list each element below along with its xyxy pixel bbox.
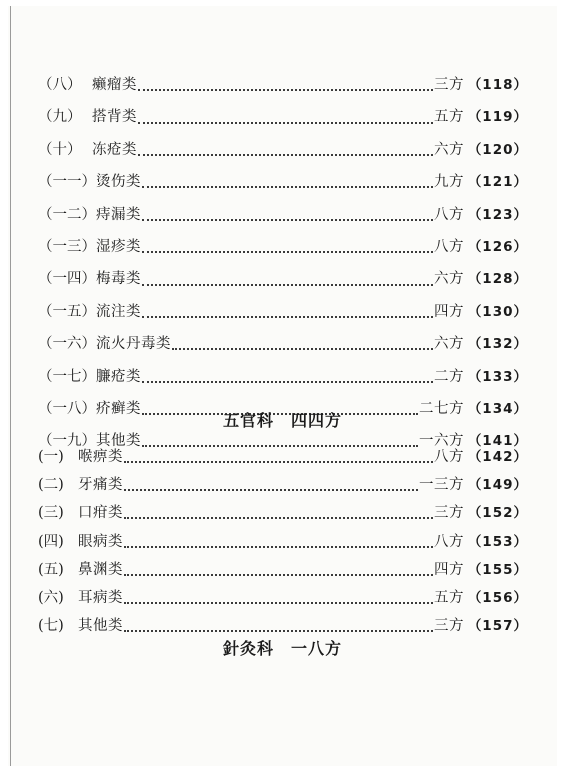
section-heading-wuguanke: 五官科 四四方 [222,411,342,430]
toc-entry-title: 梅毒类 [96,271,141,288]
toc-entry-title: 癞瘤类 [92,77,137,93]
toc-entry [38,166,528,198]
toc-entry-number: （一八） [38,400,96,417]
toc-list-part1 [38,69,528,458]
dot-leader [138,75,433,91]
toc-entry-page: （119） [467,109,528,126]
toc-entry-number: （一二） [38,206,96,223]
toc-entry-count: 一三方 [419,477,464,494]
toc-entry-number: (六) [38,589,64,606]
toc-entry-title: 流注类 [96,303,141,320]
toc-entry-number: （一九） [38,433,96,450]
toc-entry-count: 一六方 [419,433,464,450]
toc-entry-page: （156） [467,589,528,606]
dot-leader [142,367,433,383]
toc-entry [38,471,528,499]
toc-entry-count: 六方 [434,271,464,288]
dot-leader [142,172,433,188]
toc-entry-count: 三方 [434,505,464,522]
toc-entry-count: 二方 [434,368,464,385]
toc-entry-title: 冻疮类 [92,141,137,158]
toc-entry-number: （八） [38,77,82,93]
toc-entry-page: （149） [467,477,528,494]
toc-entry-count: 八方 [434,206,464,223]
toc-entry-count: 九方 [434,174,464,191]
toc-entry [38,328,528,360]
toc-entry [38,134,528,166]
toc-list-part2 [38,443,528,640]
toc-entry-number: （九） [38,109,82,126]
toc-entry-number: （一一） [38,174,96,191]
dot-leader [138,140,433,156]
toc-entry [38,584,528,612]
dot-leader [124,475,418,491]
toc-entry-number: （一五） [38,303,96,320]
toc-entry-page: （118） [467,77,528,93]
toc-entry-number: (三) [38,505,64,522]
toc-entry-page: （130） [467,303,528,320]
toc-entry-number: (七) [38,618,64,635]
toc-entry-title: 眼病类 [78,533,123,550]
toc-entry-number: (四) [38,533,64,550]
toc-entry [38,443,528,471]
toc-entry-number: (二) [38,477,64,494]
toc-entry-title: 喉痹类 [78,449,123,465]
toc-entry [38,528,528,556]
toc-entry [38,296,528,328]
toc-entry-page: （134） [467,400,528,417]
toc-entry-page: （133） [467,368,528,385]
section-heading-zhenjiuke: 針灸科 一八方 [222,639,342,658]
toc-entry-title: 臁疮类 [96,368,141,385]
toc-entry-title: 耳病类 [78,589,123,606]
toc-entry-count: 三方 [434,77,464,93]
dot-leader [142,302,433,318]
toc-entry-title: 搭背类 [92,109,137,126]
toc-entry [38,231,528,263]
toc-entry-number: （一四） [38,271,96,288]
toc-entry-number: （一七） [38,368,96,385]
toc-entry [38,361,528,393]
toc-entry [38,69,528,101]
toc-entry-title: 烫伤类 [96,174,141,191]
toc-entry-title: 其他类 [78,618,123,635]
toc-entry-title: 疥癣类 [96,400,141,417]
toc-entry-title: 其他类 [96,433,141,450]
dot-leader [172,334,433,350]
toc-entry-title: 流火丹毒类 [96,336,171,353]
toc-entry-number: （一三） [38,238,96,255]
toc-entry-count: 八方 [434,238,464,255]
toc-entry-count: 五方 [434,109,464,126]
toc-entry [38,263,528,295]
toc-entry-count: 六方 [434,336,464,353]
dot-leader [142,270,433,286]
dot-leader [124,503,433,519]
dot-leader [142,205,433,221]
toc-entry-page: （141） [467,433,528,450]
toc-entry-title: 牙痛类 [78,477,123,494]
toc-entry-count: 五方 [434,589,464,606]
toc-entry-title: 鼻渊类 [78,561,123,578]
toc-entry-count: 四方 [434,303,464,320]
toc-entry-page: （132） [467,336,528,353]
toc-entry-page: （120） [467,141,528,158]
toc-entry-title: 痔漏类 [96,206,141,223]
dot-leader [124,588,433,604]
toc-entry-count: 八方 [434,449,464,465]
dot-leader [138,108,433,124]
toc-entry-count: 四方 [434,561,464,578]
dot-leader [124,532,433,548]
toc-entry-page: （157） [467,618,528,635]
toc-entry-count: 三方 [434,618,464,635]
toc-entry-count: 二七方 [419,400,464,417]
toc-entry-page: （153） [467,533,528,550]
toc-entry-page: （121） [467,174,528,191]
toc-entry-page: （128） [467,271,528,288]
toc-entry-page: （126） [467,238,528,255]
toc-entry-page: （155） [467,561,528,578]
dot-leader [142,237,433,253]
dot-leader [124,616,433,632]
toc-entry-page: （152） [467,505,528,522]
dot-leader [124,447,433,463]
toc-entry [38,499,528,527]
toc-entry [38,101,528,133]
toc-entry-page: （142） [467,449,528,465]
toc-entry-count: 六方 [434,141,464,158]
toc-entry-page: （123） [467,206,528,223]
toc-entry-count: 八方 [434,533,464,550]
toc-entry-title: 口疳类 [78,505,123,522]
toc-entry [38,556,528,584]
toc-entry-number: (五) [38,561,64,578]
toc-entry [38,199,528,231]
toc-entry-number: （十） [38,141,82,158]
toc-entry-number: (一) [38,449,64,465]
toc-entry-title: 湿疹类 [96,238,141,255]
dot-leader [124,560,433,576]
toc-entry-number: （一六） [38,336,96,353]
